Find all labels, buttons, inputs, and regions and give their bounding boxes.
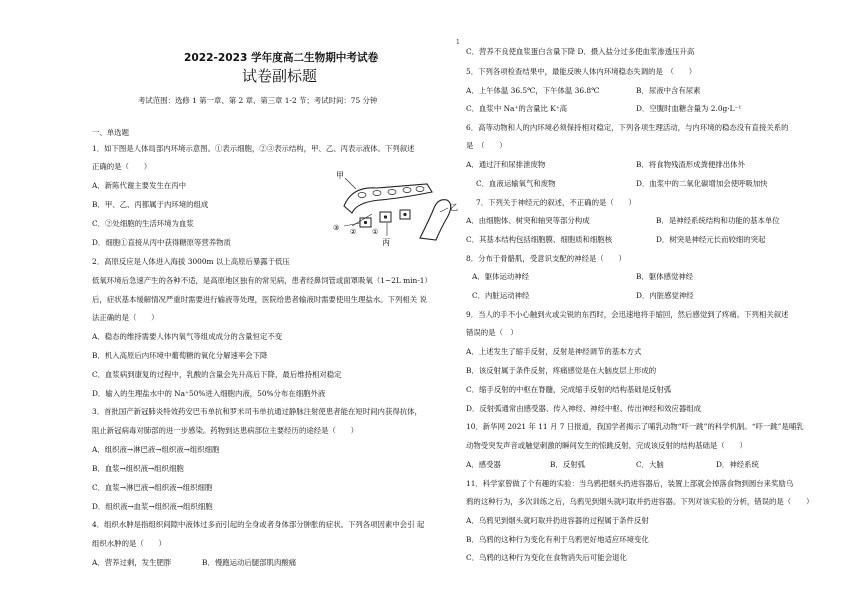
q10-stem-2: 动物受突发声音或触觉刺激的瞬间发生的惊跳反射，完成该反射的结构基础是（ ）: [466, 441, 747, 450]
q9-option-d: D．反射弧通常由感受器、传入神经、神经中枢、传出神经和效应器组成: [466, 404, 702, 413]
q3-option-c: C．血浆→淋巴液→组织液→组织细胞: [92, 483, 213, 492]
q5-option-d: D．空腹时血糖含量为 2.0g·L⁻¹: [636, 104, 742, 113]
q6-stem-1: 6．高等动物和人的内环境必须保持相对稳定，下列各项生理活动，与内环境的稳态没有直接关系的: [466, 123, 789, 132]
q2-stem-2: 低氧环境后急速产生的各种不适，是高原地区独有的常见病，患者经鼻饲管或面罩吸氧（1~2L min-1）: [92, 276, 432, 285]
q2-stem-3: 后，症状基本缓解情况严重时需要进行输液等处理，医院给患者输液时需要使用生理盐水。下列相关 说: [92, 295, 427, 304]
q6-stem-2: 是 （ ）: [466, 141, 507, 150]
q4-option-b: B．慢跑运动后腿部肌肉酸痛: [202, 558, 297, 567]
column-marker: 1: [456, 39, 460, 46]
q6-option-c: C．血液运输氧气和废物: [476, 179, 556, 188]
q11-stem-2: 鸦的这种行为，多次训练之后，乌鸦见到烟头就叼取并扔进容器。下列对该实验的分析，错误的是（ ）: [466, 497, 814, 506]
q6-option-d: D．血浆中的二氧化碳增加会使呼吸加快: [636, 179, 768, 188]
q3-option-a: A．组织液→淋巴液→组织液→组织细胞: [92, 445, 220, 454]
q7-option-c: C．其基本结构包括细胞膜、细胞质和细胞核: [466, 235, 613, 244]
q5-option-a: A．上午体温 36.5℃，下午体温 36.8℃: [466, 86, 600, 95]
exam-subtitle: 试卷副标题: [242, 67, 318, 85]
q5-option-b: B．尿液中含有尿素: [636, 86, 701, 95]
q2-option-d: D．输入的生理盐水中的 Na⁺50%进入细胞内液，50%分布在细胞外液: [92, 389, 326, 398]
q9-option-c: C．缩手反射的中枢在脊髓，完成缩手反射的结构基础是反射弧: [466, 385, 672, 394]
q4-stem-1: 4．组织水肿是指组织间隙中液体过多而引起的全身或者身体部分肿胀的症状。下列各项因素中会引 起: [92, 520, 425, 529]
q8-option-d: D．内脏感觉神经: [636, 291, 694, 300]
q1-option-b: B．甲、乙、丙都属于内环境的组成: [92, 200, 209, 209]
label-c1: ①: [372, 228, 379, 236]
q8-stem: 8．分布于骨骼肌，受意识支配的神经是（ ）: [466, 254, 626, 263]
q7-stem: 7．下列关于神经元的叙述，不正确的是（ ）: [476, 198, 636, 207]
q9-option-b: B．该反射属于条件反射，疼痛感觉是在大脑皮层上形成的: [466, 366, 657, 375]
q2-option-c: C．血浆病到康复的过程中，乳酸的含量会先升高后下降，最后维持相对稳定: [92, 370, 342, 379]
label-jia: 甲: [336, 171, 344, 180]
q9-stem-1: 9．当人的手不小心触到火或尖锐的东西时，会迅速地将手缩回，然后感觉到了疼痛。下列相关叙述: [466, 310, 789, 319]
q5-option-c: C．血浆中 Na⁺的含量比 K⁺高: [466, 104, 568, 113]
q4-options-cd: C．营养不良使血浆蛋白含量下降 D．摄入盐分过多使血浆渗透压升高: [466, 47, 695, 56]
q1-stem-2: 正确的是（ ）: [92, 162, 152, 171]
q6-option-a: A．通过汗和尿排泄废物: [466, 160, 546, 169]
q4-option-a: A．营养过剩，发生肥胖: [92, 558, 172, 567]
label-c3: ③: [333, 224, 340, 232]
q11-option-b: B．乌鸦的这种行为变化有利于乌鸦更好地适应环境变化: [466, 535, 649, 544]
q3-option-d: D．组织液→血浆→组织液→组织细胞: [92, 502, 213, 511]
q9-option-a: A．上述发生了缩手反射，反射是神经调节的基本方式: [466, 347, 642, 356]
label-yi: 乙: [450, 203, 458, 212]
exam-info: 考试范围：选修 1 第一章、第 2 章、第三章 1-2 节；考试时间：75 分钟: [138, 96, 378, 105]
label-c2: ②: [350, 228, 357, 236]
q1-option-c: C．②处细胞的生活环境为血浆: [92, 219, 194, 228]
q1-option-a: A．新陈代谢主要发生在丙中: [92, 181, 187, 190]
q7-option-a: A．由细胞体、树突和轴突等部分构成: [466, 216, 590, 225]
q7-option-b: B．是神经系统结构和功能的基本单位: [656, 216, 780, 225]
q11-stem-1: 11．科学家曾做了个有趣的实验：当乌鸦把烟头扔进容器后，装置上部就会掉落食物到圆台来奖励乌: [466, 479, 794, 488]
q3-stem-1: 3．首批国产新冠肺炎特效药安巴韦单抗和罗米司韦单抗通过静脉注射使患者能在短时间内获得抗体，: [92, 407, 422, 416]
q8-option-c: C．内脏运动神经: [472, 291, 530, 300]
label-bing: 丙: [382, 238, 390, 247]
q8-option-a: A．躯体运动神经: [472, 272, 530, 281]
q3-option-b: B．血浆→组织液→组织细胞: [92, 464, 184, 473]
q10-option-c: C．大脑: [636, 460, 664, 469]
q2-stem-1: 2．高原反应是人体进入海拔 3000m 以上高原后暴露于低压: [92, 257, 290, 266]
q1-stem-1: 1．如下图是人体局部内环境示意图。①表示细胞，②③表示结构，甲、乙、丙表示液体。下列叙述: [92, 144, 415, 153]
q10-option-b: B．反射弧: [550, 460, 585, 469]
q3-stem-2: 阻止新冠病毒对肺部的进一步感染。药物到达患病部位主要经历的途经是（ ）: [92, 426, 359, 435]
q10-stem-1: 10．新华网 2021 年 11 月 7 日报道，我国学者揭示了哺乳动物“吓一跳”的科学机制。“吓一跳”是哺乳: [466, 422, 804, 431]
q1-tissue-diagram: [332, 168, 462, 248]
q8-option-b: B．躯体感觉神经: [636, 272, 694, 281]
q4-stem-2: 组织水肿的是（ ）: [92, 539, 166, 548]
q11-option-a: A．乌鸦见到烟头就叼取并扔进容器的过程属于条件反射: [466, 516, 649, 525]
q2-option-a: A．稳态的维持需要人体内氧气等组成成分的含量恒定不变: [92, 332, 283, 341]
section-heading: 一、单选题: [92, 128, 129, 137]
q10-option-a: A．感受器: [466, 460, 501, 469]
q1-option-d: D．细胞①直接从丙中获得糖原等营养物质: [92, 238, 231, 247]
q7-option-d: D．树突是神经元长而较细的突起: [656, 235, 766, 244]
q11-option-c: C．乌鸦的这种行为变化在食物消失后可能会退化: [466, 553, 627, 562]
exam-title: 2022-2023 学年度高二生物期中考试卷: [184, 52, 379, 64]
q6-option-b: B．将食物残渣形成粪便排出体外: [636, 160, 745, 169]
q10-option-d: D．神经系统: [716, 460, 759, 469]
q5-stem: 5．下列各项检查结果中，最能反映人体内环境稳态失调的是 （ ）: [466, 67, 697, 76]
q9-stem-2: 错误的是（ ）: [466, 328, 518, 337]
q2-stem-4: 法正确的是（ ）: [92, 313, 159, 322]
q2-option-b: B．机入高原后内环境中葡萄糖的氧化分解速率会下降: [92, 351, 268, 360]
